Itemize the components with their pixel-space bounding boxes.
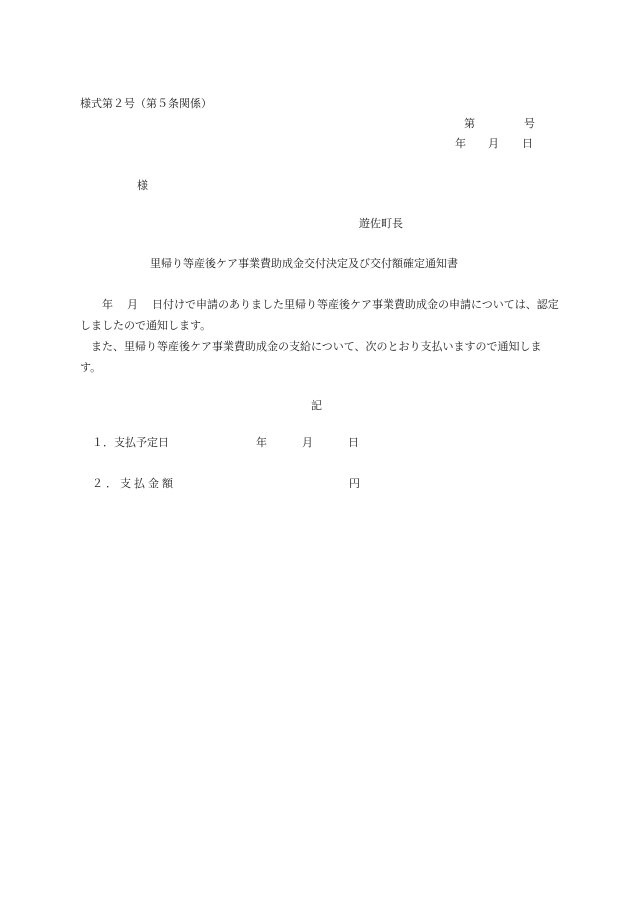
- payment-date-day: 日: [348, 436, 359, 449]
- body-date-year: 年: [102, 298, 113, 311]
- document-title: 里帰り等産後ケア事業費助成金交付決定及び交付額確定通知書: [150, 257, 458, 270]
- body-paragraph-1: [80, 294, 560, 336]
- body-paragraph-2: [80, 336, 560, 378]
- document-number-suffix: 号: [524, 117, 535, 130]
- document-number-prefix: 第: [464, 117, 475, 130]
- body-date-month: 月: [127, 298, 138, 311]
- issue-date-month: 月: [488, 137, 499, 150]
- form-number: 様式第２号（第５条関係）: [80, 97, 212, 110]
- body-paragraph-2-text: また、里帰り等産後ケア事業費助成金の支給について、次のとおり支払いますので通知します。: [80, 340, 542, 374]
- payment-date-month: 月: [302, 436, 313, 449]
- issue-date-year: 年: [455, 137, 466, 150]
- payment-amount-unit: 円: [349, 477, 360, 490]
- issuer-name: 遊佐町長: [359, 217, 403, 230]
- body-paragraph-1-text: 日付けで申請のありました里帰り等産後ケア事業費助成金の申請については、認定しましたので通知します。: [80, 298, 559, 332]
- recipient-honorific: 様: [137, 179, 148, 192]
- payment-amount-label: ２．支払金額: [92, 477, 176, 490]
- issue-date-day: 日: [522, 137, 533, 150]
- ki-heading: 記: [311, 399, 322, 412]
- payment-date-label: １．支払予定日: [92, 436, 169, 449]
- payment-date-year: 年: [256, 436, 267, 449]
